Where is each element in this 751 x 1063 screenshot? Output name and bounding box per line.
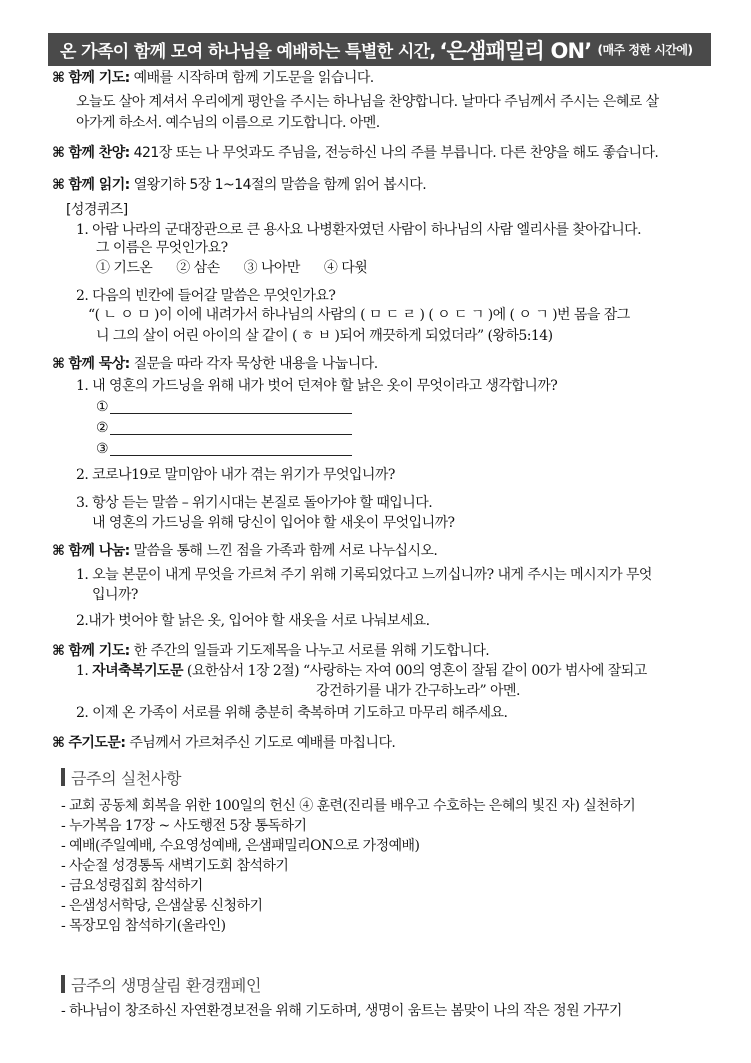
practice-item: - 은샘성서학당, 은샘살롱 신청하기	[61, 898, 263, 914]
prayer-label: 함께 기도:	[68, 70, 130, 86]
meditation-heading	[52, 355, 378, 373]
practice-item: - 목장모임 참석하기(올라인)	[61, 918, 226, 934]
prayer2-item-1-line-2: 강건하기를 내가 간구하노라” 아멘.	[316, 683, 520, 699]
meditation-q1: 1. 내 영혼의 가드닝을 위해 내가 벗어 던져야 할 낡은 옷이 무엇이라고 생각합니까?	[76, 378, 558, 394]
quiz-q2-line-3: 니 그의 살이 어린 아이의 살 같이 ( ㅎ ㅂ )되어 깨끗하게 되었더라” (왕하5:14)	[96, 328, 553, 344]
praise-heading	[52, 144, 658, 162]
meditation-label: 함께 묵상:	[68, 356, 130, 372]
practice-heading-text: 금주의 실천사항	[71, 768, 182, 788]
praise-label: 함께 찬양:	[68, 145, 130, 161]
meditation-q2: 2. 코로나19로 말미암아 내가 겪는 위기가 무엇입니까?	[76, 467, 395, 483]
practice-item: - 누가복음 17장 ~ 사도행전 5장 통독하기	[61, 818, 307, 834]
practice-item: - 교회 공동체 회복을 위한 100일의 헌신 ④ 훈련(진리를 배우고 수호하는 은혜의 빛진 자) 실천하기	[61, 798, 636, 814]
lords-prayer-label: 주기도문:	[68, 735, 126, 751]
campaign-heading-text: 금주의 생명살림 환경캠페인	[71, 975, 262, 995]
prayer2-text: 한 주간의 일들과 기도제목을 나누고 서로를 위해 기도합니다.	[133, 643, 490, 659]
prayer2-label: 함께 기도:	[68, 643, 130, 659]
prayer2-item-1-text: (요한삼서 1장 2절) “사랑하는 자여 00의 영혼이 잘됨 같이 00가 범사에 잘되고	[186, 663, 647, 679]
campaign-item: - 하나님이 창조하신 자연환경보전을 위해 기도하며, 생명이 움트는 봄맞이 나의 작은 정원 가꾸기	[61, 1003, 622, 1019]
answer-blank-3-number: ③	[96, 441, 109, 457]
reading-text: 열왕기하 5장 1~14절의 말씀을 함께 읽어 봅시다.	[133, 177, 427, 193]
meditation-q3-line-2: 내 영혼의 가드닝을 위해 당신이 입어야 할 새옷이 무엇입니까?	[92, 515, 455, 531]
sharing-q2: 2.내가 벗어야 할 낡은 옷, 입어야 할 새옷을 서로 나눠보세요.	[76, 613, 430, 629]
sharing-text: 말씀을 통해 느낀 점을 가족과 함께 서로 나누십시오.	[133, 543, 438, 559]
command-symbol-icon: ⌘	[52, 70, 65, 86]
quiz-option-4: ④ 다윗	[323, 260, 368, 276]
command-symbol-icon: ⌘	[52, 177, 65, 193]
sharing-label: 함께 나눔:	[68, 543, 130, 559]
sharing-q1-line-2: 입니까?	[92, 587, 138, 603]
quiz-q1-line-2: 그 이름은 무엇인가요?	[96, 240, 228, 256]
answer-blank-2[interactable]	[110, 434, 352, 435]
quiz-option-3: ③ 나아만	[243, 260, 300, 276]
quiz-option-1: ① 기드온	[96, 260, 153, 276]
answer-blank-1[interactable]	[110, 413, 352, 414]
reading-label: 함께 읽기:	[68, 177, 130, 193]
section-bar-icon	[61, 975, 65, 993]
reading-heading	[52, 176, 426, 194]
practice-item: - 예배(주일예배, 수요영성예배, 은샘패밀리ON으로 가정예배)	[61, 838, 420, 854]
answer-blank-3[interactable]	[110, 455, 352, 456]
answer-blank-1-number: ①	[96, 399, 109, 415]
sharing-heading	[52, 542, 437, 560]
practice-item: - 사순절 성경통독 새벽기도회 참석하기	[61, 858, 289, 874]
quiz-label: [성경퀴즈]	[66, 202, 128, 218]
lords-prayer-text: 주님께서 가르쳐주신 기도로 예배를 마칩니다.	[129, 735, 396, 751]
practice-item: - 금요성령집회 참석하기	[61, 878, 203, 894]
prayer2-heading	[52, 642, 489, 660]
prayer2-item-1	[76, 662, 647, 680]
prayer2-item-1-number: 1.	[76, 663, 89, 679]
prayer-body-line-2: 아가게 하소서. 예수님의 이름으로 기도합니다. 아멘.	[76, 115, 380, 131]
command-symbol-icon: ⌘	[52, 356, 65, 372]
prayer-heading	[52, 69, 374, 87]
title-main: 온 가족이 함께 모여 하나님을 예배하는 특별한 시간,	[60, 42, 436, 62]
quiz-q2-line-2: “( ㄴ ㅇ ㅁ )이 이에 내려가서 하나님의 사람의 ( ㅁ ㄷ ㄹ ) ( ㅇ ㄷ ㄱ )에 ( ㅇ ㄱ )번 몸을 잠그	[88, 307, 630, 323]
meditation-q3-line-1: 3. 항상 듣는 말씀 – 위기시대는 본질로 돌아가야 할 때입니다.	[76, 495, 433, 511]
answer-blank-2-number: ②	[96, 420, 109, 436]
section-bar-icon	[61, 768, 65, 786]
campaign-section-heading	[61, 973, 261, 995]
praise-text: 421장 또는 나 무엇과도 주님을, 전능하신 나의 주를 부릅니다. 다른 찬양을 해도 좋습니다.	[133, 145, 659, 161]
prayer2-item-2: 2. 이제 온 가족이 서로를 위해 충분히 축복하며 기도하고 마무리 해주세요.	[76, 705, 508, 721]
command-symbol-icon: ⌘	[52, 543, 65, 559]
prayer-text: 예배를 시작하며 함께 기도문을 읽습니다.	[133, 70, 374, 86]
lords-prayer-heading	[52, 734, 395, 752]
child-blessing-prayer-title: 자녀축복기도문	[92, 663, 183, 679]
command-symbol-icon: ⌘	[52, 643, 65, 659]
prayer-body-line-1: 오늘도 살아 계셔서 우리에게 평안을 주시는 하나님을 찬양합니다. 날마다 주님께서 주시는 은혜로 살	[76, 94, 659, 110]
practice-section-heading	[61, 766, 181, 788]
meditation-text: 질문을 따라 각자 묵상한 내용을 나눕니다.	[133, 356, 378, 372]
quiz-q1-options	[96, 259, 367, 277]
quiz-option-2: ② 삼손	[176, 260, 220, 276]
title-program-name: ‘은샘패밀리 ON’	[439, 38, 592, 63]
command-symbol-icon: ⌘	[52, 735, 65, 751]
command-symbol-icon: ⌘	[52, 145, 65, 161]
title-subtitle: (매주 정한 시간에)	[597, 43, 693, 57]
title-banner	[48, 33, 711, 66]
quiz-q2-line-1: 2. 다음의 빈칸에 들어갈 말씀은 무엇인가요?	[76, 288, 336, 304]
sharing-q1-line-1: 1. 오늘 본문이 내게 무엇을 가르쳐 주기 위해 기록되었다고 느끼십니까? 내게 주시는 메시지가 무엇	[76, 567, 652, 583]
quiz-q1-line-1: 1. 아람 나라의 군대장관으로 큰 용사요 나병환자였던 사람이 하나님의 사람 엘리사를 찾아갑니다.	[76, 222, 642, 238]
